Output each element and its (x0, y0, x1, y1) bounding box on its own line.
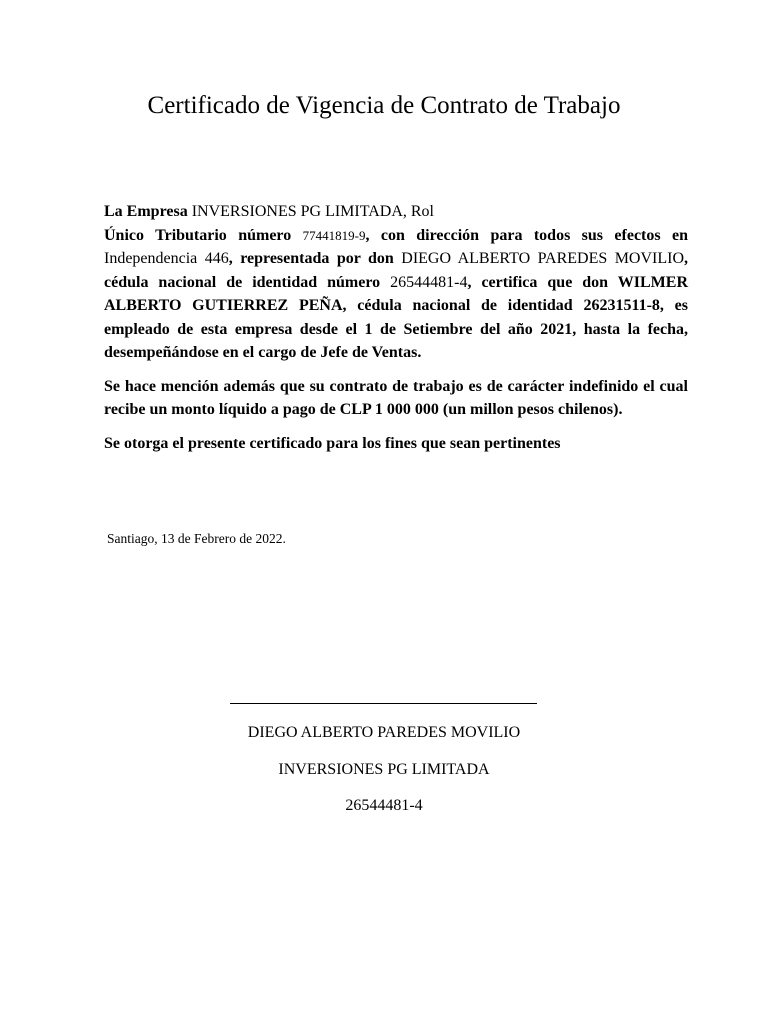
represented-by: , representada por don (228, 250, 402, 267)
paragraph-contract-terms: Se hace mención además que su contrato de trabajo es de carácter indefinido el cual recibe un monto líquido a pago de CLP 1 000 000 (un millon pesos chilenos). (104, 377, 688, 418)
certification-text: , certifica que don WILMER ALBERTO GUTIERREZ PEÑA, cédula nacional de identidad 26231511-8, es empleado de esta empresa desde el 1 de Setiembre del año 2021, hasta la fecha, desempeñándose en el cargo de Jefe de Ventas. (104, 273, 689, 361)
date-line: Santiago, 13 de Febrero de 2022. (107, 531, 286, 546)
representative-name: DIEGO ALBERTO PAREDES MOVILIO (401, 250, 685, 267)
signature-line (230, 703, 537, 704)
certificate-body (104, 200, 688, 465)
paragraph-company-details (104, 200, 688, 365)
rol-text: , Rol (402, 203, 434, 220)
company-rut: 77441819-9 (302, 227, 366, 243)
document-title: Certificado de Vigencia de Contrato de Trabajo (147, 92, 621, 119)
signatory-name: DIEGO ALBERTO PAREDES MOVILIO (247, 724, 521, 741)
company-address: Independencia 446 (104, 250, 229, 267)
cedula-label: , cédula nacional de identidad número (104, 250, 689, 291)
rut-label: Único Tributario número (104, 226, 303, 244)
company-name: INVERSIONES PG LIMITADA (191, 203, 403, 220)
paragraph-closing: Se otorga el presente certificado para los fines que sean pertinentes (104, 434, 561, 452)
address-label: , con dirección para todos sus efectos en (365, 226, 688, 244)
signatory-id: 26544481-4 (345, 797, 423, 814)
representative-id: 26544481-4 (390, 273, 468, 291)
signatory-company: INVERSIONES PG LIMITADA (278, 761, 490, 778)
intro-text: La Empresa (104, 203, 192, 220)
